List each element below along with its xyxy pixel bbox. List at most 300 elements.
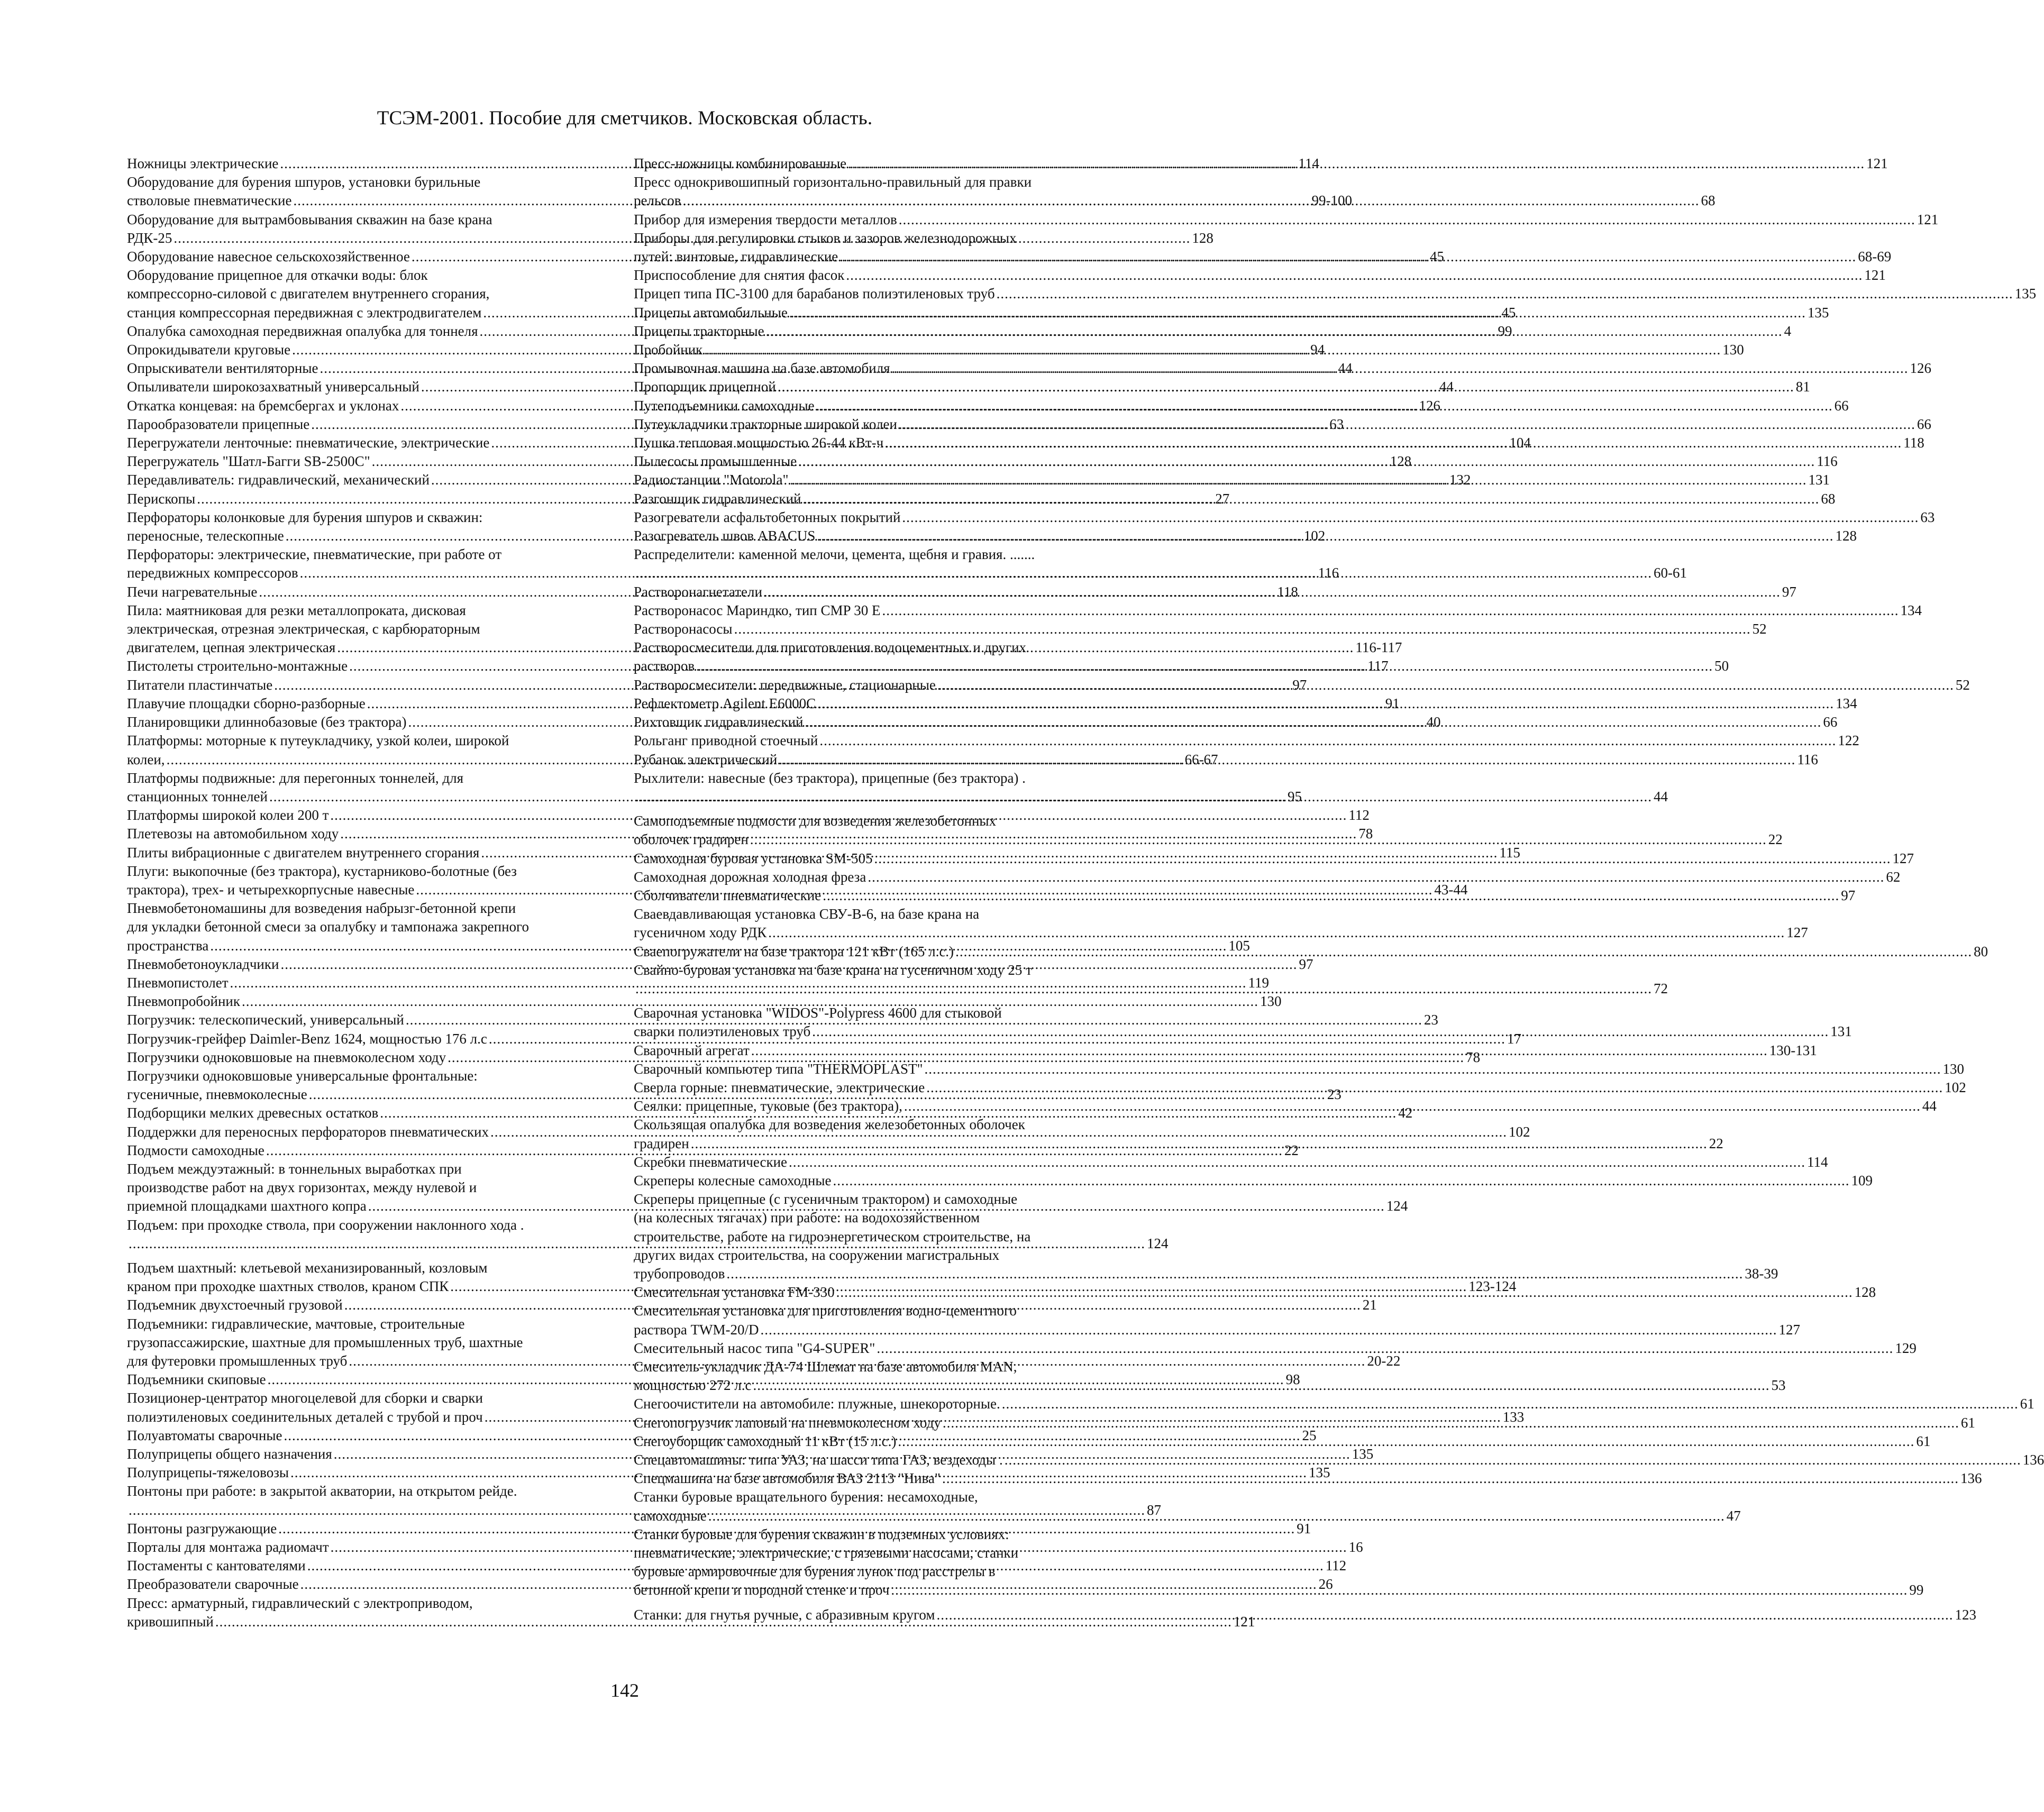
- entry-text-line: Оборудование прицепное для откачки воды: блок: [127, 267, 428, 283]
- entry-page-ref: 68: [1821, 490, 1836, 507]
- entry-title: Рихтовщик гидравлический: [634, 714, 804, 730]
- entry-leader-line: [634, 1172, 1873, 1190]
- entry-page-ref: 63: [1920, 509, 1935, 525]
- entry-page-ref: 91: [1297, 1520, 1311, 1536]
- dot-leader: [635, 980, 1652, 998]
- entry-title: Пропорщик прицепной: [634, 379, 776, 395]
- entry-title: Парообразователи прицепные: [127, 416, 310, 432]
- entry-page-ref: 128: [1835, 528, 1857, 544]
- dot-leader: [924, 1060, 1941, 1078]
- entry-leader-line: [634, 266, 1886, 285]
- entry-page-ref: 132: [1449, 472, 1471, 488]
- entry-leader-line: [634, 601, 1922, 620]
- dot-leader: [817, 527, 1833, 545]
- entry-page-ref: 105: [1228, 937, 1250, 954]
- index-entry: [634, 1060, 1964, 1078]
- entry-page-ref: 80: [1974, 943, 1988, 959]
- entry-page-ref: 116: [1817, 453, 1838, 470]
- entry-text-line: Приборы для регулировки стыков и зазоров железнодорожных: [634, 230, 1017, 246]
- entry-page-ref: 44: [1338, 360, 1353, 377]
- entry-title: Подмости самоходные: [127, 1142, 264, 1158]
- index-entry: [634, 266, 1886, 285]
- entry-text-line: Скреперы прицепные (с гусеничным трактором) и самоходные: [634, 1191, 1018, 1207]
- entry-title: гусеничные, пневмоколесные: [127, 1086, 307, 1103]
- entry-text-line: Растворосмесители для приготовления водоцементных и других: [634, 639, 1027, 656]
- entry-text-line: Станки буровые для бурения скважин в подземных условиях:: [634, 1526, 1009, 1542]
- entry-page-ref: 121: [1866, 155, 1888, 171]
- entry-text-line: Плуги: выкопочные (без трактора), кустарниково-болотные (без: [127, 863, 517, 879]
- entry-page-ref: 97: [1292, 676, 1307, 693]
- entry-title: Сболчиватели пневматические: [634, 887, 822, 903]
- dot-leader: [708, 1507, 1725, 1525]
- entry-page-ref: 21: [1362, 1297, 1377, 1313]
- entry-page-ref: 130-131: [1769, 1042, 1817, 1058]
- entry-title: рельсов: [634, 193, 681, 209]
- entry-title: кривошипный: [127, 1613, 214, 1630]
- entry-page-ref: 60-61: [1654, 565, 1687, 581]
- entry-title: Ножницы электрические: [127, 155, 279, 171]
- entry-leader-line: [127, 564, 1339, 582]
- entry-page-ref: 45: [1501, 304, 1516, 321]
- entry-title: Подъемник двухстоечный грузовой: [127, 1297, 343, 1313]
- entry-page-ref: 114: [1807, 1154, 1828, 1170]
- entry-title: раствора TWM-20/D: [634, 1321, 759, 1338]
- entry-page-ref: 22: [1768, 831, 1783, 848]
- entry-title: Перегружатели ленточные: пневматические, электрические: [127, 435, 490, 451]
- entry-page-ref: 25: [1302, 1427, 1317, 1443]
- entry-page-ref: 130: [1722, 342, 1744, 358]
- entry-page-ref: 121: [1864, 267, 1886, 283]
- entry-page-ref: 45: [1429, 249, 1444, 265]
- entry-page-ref: 130: [1942, 1060, 1964, 1077]
- entry-title: Прибор для измерения твердости металлов: [634, 211, 897, 227]
- entry-text-line: Подъем шахтный: клетьевой механизированный, козловым: [127, 1259, 488, 1276]
- entry-page-ref: 97: [1841, 887, 1856, 903]
- entry-text-line: Подъем: при проходке ствола, при сооружении наклонного хода .: [127, 1216, 524, 1233]
- dot-leader: [937, 676, 1954, 694]
- entry-title: оболочек градирен: [634, 831, 749, 848]
- entry-title: Перегружатель "Шатл-Багги SB-2500С": [127, 453, 370, 470]
- entry-leader-line: [634, 1395, 2034, 1413]
- entry-title: Полуприцепы-тяжеловозы: [127, 1465, 289, 1481]
- entry-page-ref: 135: [1352, 1446, 1374, 1462]
- entry-title: трактора), трех- и четырехкорпусные навесные: [127, 881, 415, 898]
- entry-title: Рубанок электрический: [634, 751, 778, 767]
- entry-page-ref: 127: [1786, 925, 1808, 941]
- entry-page-ref: 128: [1192, 230, 1213, 246]
- entry-leader-line: [634, 620, 1767, 638]
- entry-page-ref: 97: [1782, 583, 1796, 600]
- dot-leader: [833, 1172, 1849, 1190]
- entry-page-ref: 42: [1398, 1105, 1413, 1121]
- entry-page-ref: 128: [1390, 453, 1412, 470]
- entry-page-ref: 53: [1771, 1377, 1786, 1394]
- entry-text-line: Распределители: каменной мелочи, цемента, щебня и гравия. .......: [634, 546, 1035, 563]
- dot-leader: [819, 731, 1836, 750]
- entry-title: Полуавтоматы сварочные: [127, 1427, 282, 1443]
- entry-title: сварки полиэтиленовых труб: [634, 1023, 811, 1040]
- entry-title: Поддержки для переносных перфораторов пневматических: [127, 1123, 489, 1140]
- entry-title: Пневмобетоноукладчики: [127, 956, 279, 972]
- index-entry: [634, 1153, 1828, 1172]
- index-entry: [127, 974, 1270, 992]
- page-header: ТСЭМ-2001. Пособие для сметчиков. Московская область.: [377, 107, 873, 129]
- dot-leader: [766, 322, 1783, 341]
- entry-title: Разгонщик гидравлический: [634, 490, 801, 507]
- entry-title: для футеровки промышленных труб: [127, 1353, 348, 1369]
- entry-title: Станки: для гнутья ручные, с абразивным кругом: [634, 1606, 935, 1623]
- entry-page-ref: 112: [1325, 1558, 1347, 1574]
- entry-title: Пылесосы промышленные: [634, 453, 797, 470]
- dot-leader: [812, 1022, 1829, 1041]
- dot-leader: [696, 657, 1713, 675]
- entry-page-ref: 109: [1851, 1172, 1873, 1188]
- entry-title: Опрыскиватели вентиляторные: [127, 360, 318, 377]
- entry-title: Сварочный компьютер типа "THERMOPLAST": [634, 1060, 923, 1077]
- entry-title: переносные, телескопные: [127, 528, 284, 544]
- entry-page-ref: 17: [1507, 1030, 1521, 1047]
- entry-title: Передавливатель: гидравлический, механический: [127, 472, 430, 488]
- entry-text-line: Платформы: моторные к путеукладчику, узкой колеи, широкой: [127, 733, 509, 749]
- entry-page-ref: 135: [2014, 286, 2037, 302]
- index-entry: [634, 620, 1767, 638]
- dot-leader: [898, 1432, 1914, 1451]
- entry-title: Сверла горные: пневматические, электрические: [634, 1079, 925, 1095]
- index-entry: [634, 508, 1935, 527]
- entry-title: Радиостанции "Motorola": [634, 472, 789, 488]
- index-entry: [634, 731, 1859, 750]
- entry-title: полиэтиленовых соединительных деталей с трубой и проч: [127, 1408, 483, 1425]
- entry-page-ref: 131: [1830, 1023, 1852, 1040]
- entry-text-line: Перфораторы колонковые для бурения шпуров и скважин:: [127, 509, 483, 525]
- entry-leader-line: [634, 731, 1859, 750]
- dot-leader: [1002, 1395, 2019, 1413]
- entry-title: Путеукладчики тракторные широкой колеи: [634, 416, 897, 432]
- entry-text-line: Погрузчики одноковшовые универсальные фронтальные:: [127, 1067, 478, 1084]
- entry-title: Скреперы колесные самоходные: [634, 1172, 832, 1188]
- entry-title: Растворонасосы: [634, 621, 733, 637]
- entry-page-ref: 23: [1327, 1086, 1342, 1103]
- dot-leader: [874, 849, 1891, 868]
- dot-leader: [840, 248, 1856, 266]
- entry-page-ref: 128: [1854, 1284, 1876, 1301]
- dot-leader: [891, 1581, 1908, 1599]
- entry-title: Прицепы автомобильные: [634, 304, 788, 321]
- entry-title: Пистолеты строительно-монтажные: [127, 658, 348, 674]
- entry-text-line: грузопассажирские, шахтные для промышленных труб, шахтные: [127, 1334, 523, 1350]
- entry-title: пространства: [127, 937, 209, 954]
- entry-text-line: буровые армировочные для бурения лунок под расстрелы в: [634, 1563, 996, 1580]
- dot-leader: [868, 868, 1884, 886]
- entry-page-ref: 112: [1348, 807, 1370, 823]
- entry-page-ref: 99: [1909, 1582, 1924, 1598]
- entry-page-ref: 26: [1318, 1576, 1333, 1593]
- entry-leader-line: [634, 1339, 1917, 1358]
- entry-page-ref: 104: [1509, 435, 1531, 451]
- dot-leader: [1005, 1451, 2021, 1469]
- entry-page-ref: 133: [1502, 1408, 1525, 1425]
- entry-page-ref: 123: [1955, 1606, 1976, 1623]
- dot-leader: [753, 1376, 1769, 1395]
- entry-title: Прицеп типа ПС-3100 для барабанов полиэтиленовых труб: [634, 286, 995, 302]
- entry-page-ref: 62: [1886, 868, 1901, 885]
- entry-text-line: для укладки бетонной смеси за опалубку и тампонажа закрепного: [127, 919, 529, 935]
- dot-leader: [836, 1283, 1853, 1302]
- dot-leader: [734, 620, 1751, 638]
- entry-page-ref: 126: [1910, 360, 1932, 377]
- entry-leader-line: [634, 1134, 1723, 1153]
- entry-page-ref: 68: [1701, 193, 1716, 209]
- entry-page-ref: 63: [1329, 416, 1344, 432]
- entry-title: Подъемники скиповые: [127, 1371, 266, 1388]
- dot-leader: [635, 788, 1652, 806]
- entry-text-line: Подъемники: гидравлические, мачтовые, строительные: [127, 1315, 465, 1332]
- entry-leader-line: [634, 1153, 1828, 1172]
- entry-title: Сварочный агрегат: [634, 1042, 750, 1058]
- entry-title: передвижных компрессоров: [127, 565, 298, 581]
- index-entry: [634, 1172, 1873, 1190]
- index-entry: [634, 285, 2037, 303]
- entry-page-ref: 102: [1508, 1123, 1530, 1140]
- entry-page-ref: 66: [1834, 397, 1849, 414]
- entry-title: стволовые пневматические: [127, 193, 292, 209]
- dot-leader: [683, 191, 1700, 210]
- dot-leader: [943, 1414, 1959, 1432]
- dot-leader: [882, 601, 1899, 620]
- entry-title: бетонной крепи и породной стенке и проч: [634, 1582, 890, 1598]
- entry-text-line: производстве работ на двух горизонтах, между нулевой и: [127, 1179, 477, 1196]
- dot-leader: [768, 923, 1785, 942]
- entry-page-ref: 127: [1778, 1321, 1801, 1338]
- entry-title: Пневмопробойник: [127, 993, 240, 1010]
- entry-page-ref: 134: [1836, 695, 1857, 711]
- entry-title: Рефлектометр Agilent E6000C: [634, 695, 816, 711]
- entry-page-ref: 72: [1654, 980, 1668, 996]
- entry-page-ref: 119: [1248, 974, 1270, 991]
- dot-leader: [805, 713, 1821, 731]
- entry-title: мощностью 272 л.с: [634, 1377, 752, 1394]
- entry-text-line: Смесительная установка для приготовления водно-цементного: [634, 1303, 1017, 1319]
- dot-leader: [726, 1265, 1743, 1283]
- entry-page-ref: 44: [1654, 788, 1668, 804]
- dot-leader: [904, 1097, 1921, 1115]
- entry-page-ref: 68-69: [1858, 249, 1892, 265]
- entry-page-ref: 116: [1318, 565, 1339, 581]
- entry-title: Смесительная установка FM-330: [634, 1284, 835, 1301]
- entry-page-ref: 78: [1358, 826, 1373, 842]
- entry-title: гусеничном ходу РДК: [634, 925, 767, 941]
- entry-text-line: Свайно-буровая установка на базе крана на гусеничном ходу 25 т: [634, 962, 1032, 978]
- entry-page-ref: 50: [1714, 658, 1729, 674]
- entry-page-ref: 121: [1233, 1613, 1255, 1630]
- entry-text-line: Смеситель-укладчик ДА-74 Шлемат на базе автомобиля MAN,: [634, 1359, 1017, 1375]
- entry-page-ref: 115: [1499, 844, 1520, 861]
- entry-text-line: (на колесных тягачах) при работе: на водохозяйственном: [634, 1210, 980, 1226]
- entry-page-ref: 102: [1945, 1079, 1966, 1095]
- entry-page-ref: 61: [2020, 1396, 2034, 1412]
- entry-leader-line: [634, 1265, 1778, 1283]
- entry-page-ref: 124: [1147, 1235, 1169, 1251]
- entry-page-ref: 81: [1795, 379, 1810, 395]
- entry-text-line: Перфораторы: электрические, пневматические, при работе от: [127, 546, 502, 563]
- entry-title: Сеялки: прицепные, туковые (без трактора),: [634, 1098, 902, 1114]
- entry-title: путей: винтовые, гидравлические: [634, 249, 838, 265]
- entry-text-line: Оборудование для бурения шпуров, установки бурильные: [127, 174, 481, 190]
- entry-leader-line: [634, 285, 2037, 303]
- dot-leader: [926, 1078, 1943, 1097]
- entry-page-ref: 117: [1367, 658, 1389, 674]
- entry-title: Перископы: [127, 490, 196, 507]
- dot-leader: [936, 1606, 1953, 1624]
- entry-page-ref: 44: [1922, 1098, 1937, 1114]
- entry-title: Подборщики мелких древесных остатков: [127, 1105, 379, 1121]
- dot-leader: [817, 694, 1834, 713]
- entry-page-ref: 20-22: [1367, 1353, 1401, 1369]
- entry-page-ref: 43-44: [1434, 881, 1468, 898]
- entry-page-ref: 136: [1960, 1470, 1982, 1487]
- entry-title: Пневмопистолет: [127, 974, 229, 991]
- entry-title: растворов: [634, 658, 695, 674]
- entry-text-line: Оборудование для вытрамбовывания скважин на базе крана: [127, 211, 492, 227]
- dot-leader: [761, 1321, 1777, 1339]
- entry-title: Промывочная машина на базе автомобиля: [634, 360, 890, 377]
- entry-page-ref: 61: [1960, 1414, 1975, 1431]
- entry-title: Пресс-ножницы комбинированные: [634, 155, 847, 171]
- dot-leader: [816, 397, 1833, 415]
- dot-leader: [877, 1339, 1893, 1358]
- entry-page-ref: 47: [1726, 1507, 1741, 1524]
- entry-page-ref: 121: [1917, 211, 1939, 227]
- entry-text-line: Понтоны при работе: в закрытой акватории, на открытом рейде.: [127, 1483, 517, 1499]
- entry-page-ref: 66-67: [1184, 751, 1218, 767]
- entry-title: Платформы широкой колеи 200 т: [127, 807, 329, 823]
- dot-leader: [899, 211, 1915, 229]
- entry-page-ref: 123-124: [1468, 1278, 1517, 1295]
- entry-title: Прицепы тракторные: [634, 323, 764, 339]
- entry-text-line: Сваевдавливающая установка СВУ-В-6, на базе крана на: [634, 906, 980, 922]
- entry-text-line: Рыхлители: навесные (без трактора), прицепные (без трактора) .: [634, 770, 1026, 786]
- entry-page-ref: 38-39: [1745, 1265, 1778, 1282]
- entry-title: Самоходная дорожная холодная фреза: [634, 868, 866, 885]
- entry-page-ref: 118: [1903, 435, 1924, 451]
- entry-page-ref: 136: [2022, 1452, 2044, 1468]
- entry-page-ref: 99-100: [1311, 193, 1352, 209]
- entry-page-ref: 127: [1892, 850, 1914, 866]
- entry-title: Планировщики длиннобазовые (без трактора): [127, 714, 407, 730]
- entry-title: Печи нагревательные: [127, 583, 258, 600]
- entry-leader-line: [634, 211, 1939, 229]
- entry-page-ref: 98: [1285, 1371, 1300, 1388]
- entry-page-ref: 66: [1917, 416, 1931, 432]
- entry-title: Оборудование навесное сельскохозяйственное: [127, 249, 410, 265]
- entry-page-ref: 118: [1277, 583, 1298, 600]
- entry-text-line: других видах строительства, на сооружении магистральных: [634, 1247, 1000, 1263]
- entry-text-line: электрическая, отрезная электрическая, с карбюраторным: [127, 621, 480, 637]
- entry-title: Преобразователи сварочные: [127, 1576, 299, 1593]
- entry-text-line: Подъем междуэтажный: в тоннельных выработках при: [127, 1160, 462, 1177]
- entry-page-ref: 131: [1808, 472, 1830, 488]
- dot-leader: [790, 471, 1807, 489]
- entry-leader-line: [127, 974, 1270, 992]
- entry-title: Погрузчики одноковшовые на пневмоколесном ходу: [127, 1049, 446, 1065]
- entry-title: Смесительный насос типа "G4-SUPER": [634, 1340, 875, 1356]
- entry-page-ref: 52: [1752, 621, 1767, 637]
- entry-title: РДК-25: [127, 230, 172, 246]
- entry-title: Растворонасос Мариндко, тип CMP 30 E: [634, 602, 881, 618]
- entry-title: Скребки пневматические: [634, 1154, 788, 1170]
- entry-title: приемной площадками шахтного копра: [127, 1198, 367, 1214]
- index-entry: [634, 905, 1808, 942]
- dot-leader: [750, 830, 1767, 849]
- dot-leader: [789, 1153, 1805, 1172]
- entry-page-ref: 52: [1955, 676, 1970, 693]
- entry-title: Пушка тепловая мощностью 26-44 кВт-ч: [634, 435, 884, 451]
- entry-page-ref: 78: [1466, 1049, 1481, 1065]
- entry-title: Самоходная буровая установка SM-505: [634, 850, 873, 866]
- dot-leader: [902, 508, 1919, 527]
- entry-page-ref: 40: [1426, 714, 1441, 730]
- entry-page-ref: 99: [1498, 323, 1512, 339]
- entry-page-ref: 95: [1287, 788, 1302, 804]
- entry-leader-line: [634, 1321, 1801, 1339]
- dot-leader: [691, 1134, 1708, 1153]
- dot-leader: [764, 583, 1781, 601]
- entry-page-ref: 134: [1900, 602, 1922, 618]
- entry-page-ref: 44: [1439, 379, 1454, 395]
- entry-title: станционных тоннелей: [127, 788, 268, 804]
- entry-page-ref: 102: [1303, 528, 1326, 544]
- entry-text-line: пневматические, электрические, с грязевыми насосами, станки: [634, 1545, 1019, 1561]
- entry-text-line: Позиционер-центратор многоцелевой для сборки и сварки: [127, 1390, 483, 1406]
- dot-leader: [955, 942, 1972, 961]
- entry-page-ref: 135: [1807, 304, 1829, 321]
- entry-title: Сваепогружатели на базе трактора 121 кВт (165 л.с.): [634, 943, 954, 959]
- entry-leader-line: [634, 508, 1935, 527]
- entry-text-line: Пила: маятниковая для резки металлопроката, дисковая: [127, 602, 466, 618]
- entry-page-ref: 114: [1298, 155, 1319, 171]
- entry-title: Разогреватели асфальтобетонных покрытий: [634, 509, 901, 525]
- entry-text-line: Самоподъемные подмости для возведения железобетонных: [634, 813, 997, 829]
- entry-text-line: Пресс однокривошипный горизонтально-правильный для правки: [634, 174, 1032, 190]
- entry-page-ref: 124: [1386, 1198, 1408, 1214]
- entry-page-ref: 4: [1784, 323, 1792, 339]
- dot-leader: [704, 341, 1721, 359]
- dot-leader: [798, 452, 1815, 471]
- entry-page-ref: 91: [1385, 695, 1400, 711]
- entry-title: Приспособление для снятия фасок: [634, 267, 845, 283]
- dot-leader: [789, 304, 1806, 322]
- entry-title: Опалубка самоходная передвижная опалубка для тоннеля: [127, 323, 478, 339]
- entry-title: станция компрессорная передвижная с электродвигателем: [127, 304, 482, 321]
- entry-title: Спецмашина на базе автомобиля ВАЗ 2113 "Нива": [634, 1470, 941, 1487]
- entry-title: двигателем, цепная электрическая: [127, 639, 336, 656]
- entry-title: Снегоуборщик самоходный 11 кВт (15 л.с.): [634, 1433, 897, 1449]
- entry-title: Опыливатели широкозахватный универсальный: [127, 379, 419, 395]
- entry-page-ref: 122: [1838, 733, 1859, 749]
- entry-title: трубопроводов: [634, 1265, 725, 1282]
- dot-leader: [899, 415, 1915, 434]
- entry-leader-line: [634, 868, 1901, 886]
- entry-page-ref: 61: [1916, 1433, 1931, 1449]
- entry-title: Спецавтомашины: типа УАЗ, на шасси типа ГАЗ, вездеходы .: [634, 1452, 1003, 1468]
- dot-leader: [846, 266, 1863, 285]
- entry-page-ref: 23: [1424, 1012, 1438, 1028]
- entry-title: Разогреватель швов ABACUS: [634, 528, 816, 544]
- entry-leader-line: [127, 788, 1302, 806]
- entry-title: Пробойник: [634, 342, 703, 358]
- entry-page-ref: 27: [1215, 490, 1230, 507]
- entry-page-ref: 135: [1309, 1465, 1330, 1481]
